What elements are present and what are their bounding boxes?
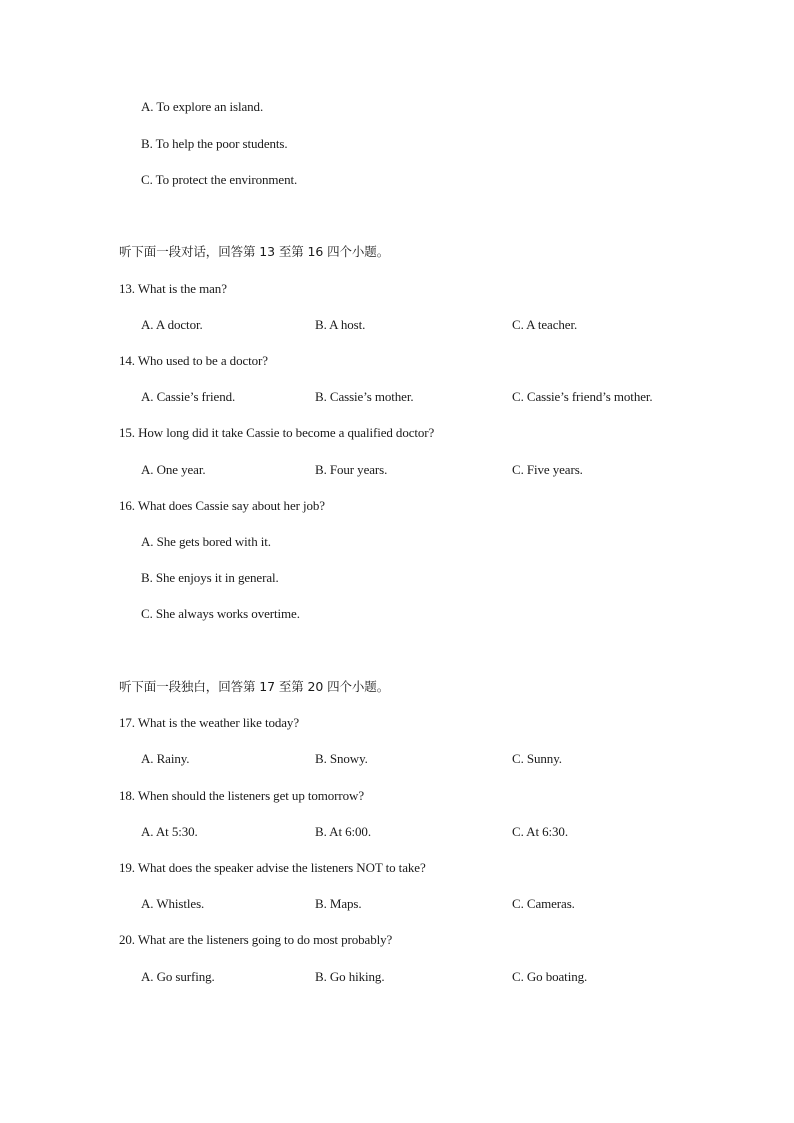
question-17-stem: 17. What is the weather like today? <box>119 715 300 730</box>
question-16-option-b: B. She enjoys it in general. <box>141 570 279 585</box>
question-16-stem: 16. What does Cassie say about her job? <box>119 498 325 513</box>
question-14-option-b: B. Cassie’s mother. <box>315 389 414 404</box>
section-heading-13-16: 听下面一段对话，回答第 13 至第 16 四个小题。 <box>119 244 390 259</box>
question-17-option-b: B. Snowy. <box>315 751 368 766</box>
question-15-option-b: B. Four years. <box>315 462 388 477</box>
question-20-option-a: A. Go surfing. <box>141 969 215 984</box>
section-heading-17-20: 听下面一段独白，回答第 17 至第 20 四个小题。 <box>119 679 390 694</box>
question-18-option-a: A. At 5:30. <box>141 824 198 839</box>
question-18-option-b: B. At 6:00. <box>315 824 371 839</box>
question-15-stem: 15. How long did it take Cassie to become a qualified doctor? <box>119 425 435 440</box>
question-19-stem: 19. What does the speaker advise the listeners NOT to take? <box>119 860 426 875</box>
question-17-option-a: A. Rainy. <box>141 751 190 766</box>
question-20-stem: 20. What are the listeners going to do most probably? <box>119 932 393 947</box>
question-14-stem: 14. Who used to be a doctor? <box>119 353 268 368</box>
question-20-option-c: C. Go boating. <box>512 969 588 984</box>
question-19-option-b: B. Maps. <box>315 896 362 911</box>
question-18-stem: 18. When should the listeners get up tomorrow? <box>119 788 365 803</box>
prev-option-a: A. To explore an island. <box>141 99 264 114</box>
prev-option-b: B. To help the poor students. <box>141 136 288 151</box>
question-17-option-c: C. Sunny. <box>512 751 562 766</box>
question-20-option-b: B. Go hiking. <box>315 969 385 984</box>
question-13-option-b: B. A host. <box>315 317 366 332</box>
question-14-option-a: A. Cassie’s friend. <box>141 389 236 404</box>
question-19-option-a: A. Whistles. <box>141 896 205 911</box>
question-19-option-c: C. Cameras. <box>512 896 575 911</box>
question-16-option-a: A. She gets bored with it. <box>141 534 271 549</box>
question-13-option-a: A. A doctor. <box>141 317 203 332</box>
prev-option-c: C. To protect the environment. <box>141 172 298 187</box>
question-14-option-c: C. Cassie’s friend’s mother. <box>512 389 653 404</box>
question-15-option-a: A. One year. <box>141 462 206 477</box>
question-15-option-c: C. Five years. <box>512 462 583 477</box>
question-18-option-c: C. At 6:30. <box>512 824 568 839</box>
question-16-option-c: C. She always works overtime. <box>141 606 300 621</box>
question-13-option-c: C. A teacher. <box>512 317 578 332</box>
question-13-stem: 13. What is the man? <box>119 281 227 296</box>
